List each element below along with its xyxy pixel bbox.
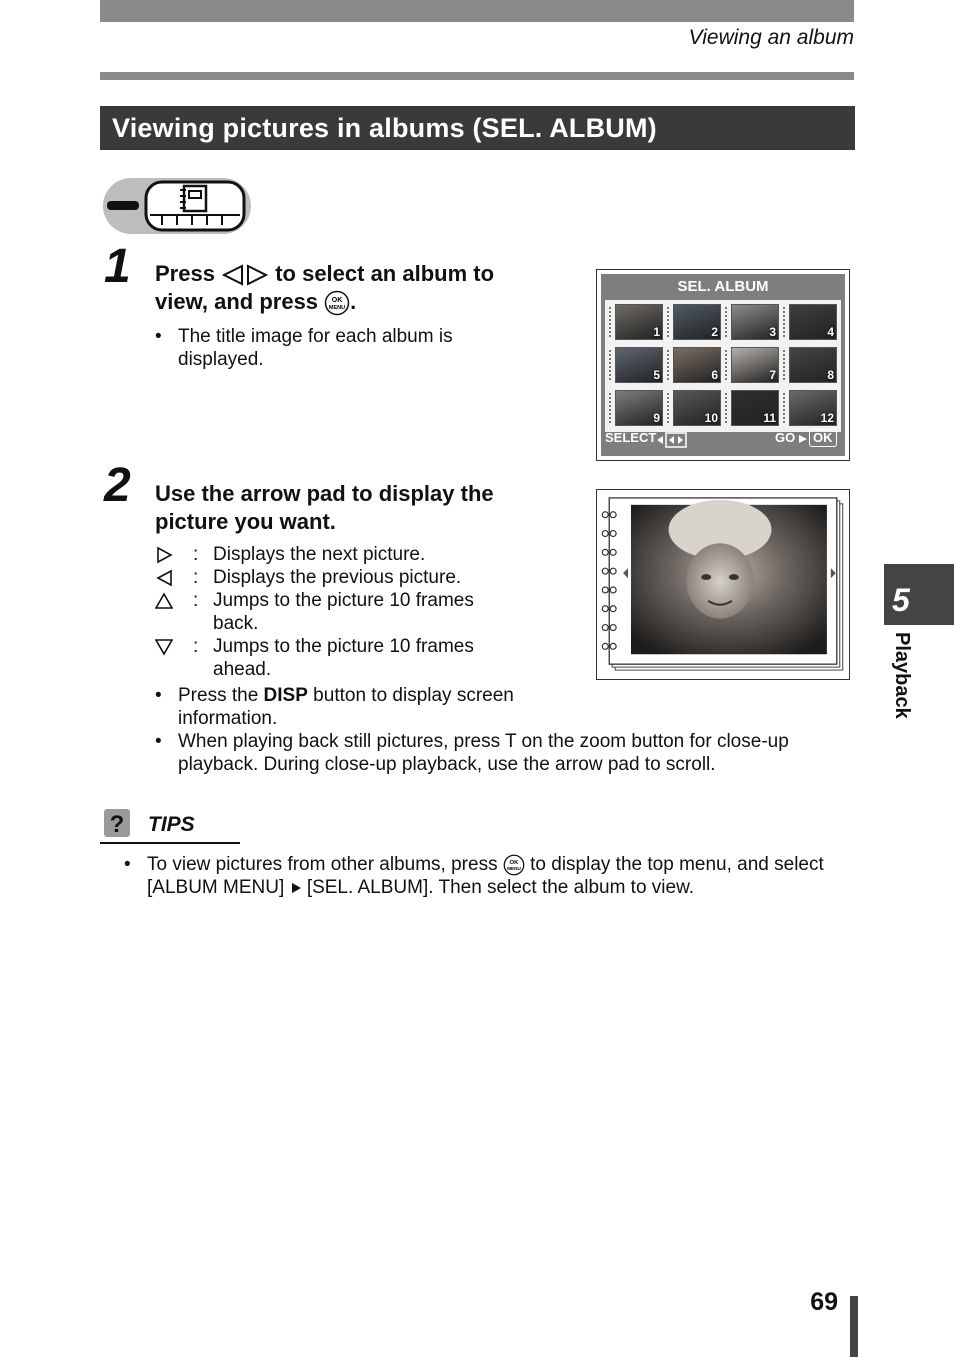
- bullet-dot: •: [155, 326, 162, 347]
- album-thumbnail-number: 3: [769, 325, 776, 339]
- left-arrow-icon: [155, 569, 173, 587]
- album-thumbnail-number: 5: [653, 368, 660, 382]
- arrow-key-row: [155, 635, 515, 681]
- step-2-bullet-zoom: [155, 730, 855, 776]
- tips-bullet: [124, 853, 844, 899]
- album-binding-rings: [609, 307, 616, 337]
- album-thumbnail-grid: [605, 300, 841, 432]
- step-2-heading: Use the arrow pad to display the picture you want.: [155, 481, 494, 534]
- album-thumbnail-number: 11: [763, 411, 776, 425]
- album-binding-rings: [783, 307, 790, 337]
- menu-path-arrow-icon: [290, 882, 302, 894]
- arrow-key-symbol: [155, 589, 193, 635]
- step-1-heading-press: Press: [155, 261, 215, 286]
- arrow-key-colon: :: [193, 590, 199, 611]
- chapter-tab-label: [889, 632, 913, 742]
- chapter-tab: [884, 564, 954, 625]
- album-thumbnail[interactable]: [789, 347, 837, 383]
- album-thumbnail-number: 2: [711, 325, 718, 339]
- svg-text:OK: OK: [331, 297, 343, 305]
- page-number-bar: [850, 1296, 858, 1357]
- right-arrow-icon: [155, 546, 173, 564]
- step-1-heading: [155, 260, 555, 316]
- running-header-title: Viewing an album: [688, 26, 854, 49]
- album-thumbnail-number: 8: [827, 368, 834, 382]
- bullet-dot: •: [155, 685, 162, 706]
- step-1-bullet-text: The title image for each album is displayed.: [178, 326, 453, 370]
- disp-text-before: Press the: [178, 685, 264, 706]
- album-thumbnail-number: 9: [653, 411, 660, 425]
- step-1-heading-view: view, and press: [155, 289, 319, 314]
- album-binding-rings: [725, 350, 732, 380]
- album-thumbnail-number: 12: [820, 411, 834, 425]
- ok-menu-button-icon: [503, 854, 525, 876]
- album-thumbnail[interactable]: [789, 304, 837, 340]
- album-thumbnail[interactable]: [731, 304, 779, 340]
- arrow-key-symbol: [155, 566, 193, 589]
- svg-text:OK: OK: [509, 860, 519, 867]
- album-binding-rings: [725, 393, 732, 423]
- footer-ok-button: OK: [809, 429, 837, 447]
- album-thumbnail-number: 10: [704, 411, 718, 425]
- step-1-heading-period: .: [350, 289, 357, 314]
- step-2-bullet-disp: [155, 684, 515, 730]
- section-title: Viewing pictures in albums (SEL. ALBUM): [112, 112, 657, 143]
- album-thumbnail[interactable]: [673, 304, 721, 340]
- select-arrows-icon: [657, 432, 687, 448]
- tips-text-before: To view pictures from other albums, press: [147, 854, 498, 875]
- step-1-number: 1: [104, 240, 131, 293]
- album-thumbnail[interactable]: [789, 390, 837, 426]
- album-binding-rings: [609, 350, 616, 380]
- arrow-key-row: [155, 566, 515, 589]
- footer-select-label: SELECT: [605, 430, 657, 445]
- step-2-bullet-zoom-text: When playing back still pictures, press T on the zoom button for close-up playback. During close-up playback, use the arrow pad to scroll.: [178, 731, 789, 775]
- step-2-number: 2: [104, 459, 131, 512]
- album-thumbnail-number: 7: [769, 368, 776, 382]
- album-thumbnail-number: 1: [653, 325, 660, 339]
- step-1-bullet: [155, 325, 515, 371]
- sel-album-screen-footer: [605, 430, 841, 450]
- album-thumbnail[interactable]: [731, 347, 779, 383]
- arrow-key-colon: :: [193, 636, 199, 657]
- header-top-bar: [100, 0, 854, 22]
- album-binding-rings: [783, 393, 790, 423]
- arrow-key-row: [155, 589, 515, 635]
- arrow-key-description: Displays the previous picture.: [213, 567, 462, 588]
- sel-album-screen: [596, 269, 850, 461]
- album-binding-rings: [725, 307, 732, 337]
- svg-text:?: ?: [109, 811, 125, 838]
- tips-question-icon: [103, 808, 131, 838]
- sel-album-screen-title: SEL. ALBUM: [677, 278, 769, 295]
- bullet-dot: •: [155, 731, 162, 752]
- tips-bullet-text: [147, 853, 844, 899]
- arrow-key-description: Displays the next picture.: [213, 544, 426, 565]
- step-2-bullet-disp-text: [178, 684, 515, 730]
- album-binding-rings: [667, 307, 674, 337]
- sel-album-screen-display: [601, 274, 845, 456]
- svg-text:MENU: MENU: [507, 866, 521, 872]
- arrow-key-symbol: [155, 543, 193, 566]
- chapter-tab-number: 5: [892, 582, 910, 618]
- up-arrow-icon: [155, 592, 173, 610]
- tips-title: TIPS: [148, 813, 195, 836]
- tips-text-middle: to display the top menu, and select [ALBUM MENU]: [147, 854, 824, 898]
- chapter-tab-label-text: Playback: [891, 632, 913, 719]
- album-thumbnail-number: 6: [711, 368, 718, 382]
- ok-menu-button-icon: [324, 290, 350, 316]
- footer-go-label: GO: [775, 430, 796, 445]
- album-thumbnail[interactable]: [615, 347, 663, 383]
- bullet-dot: •: [124, 854, 131, 875]
- left-right-arrows-icon: [221, 264, 269, 286]
- album-binding-rings: [667, 350, 674, 380]
- album-thumbnail-number: 4: [827, 325, 834, 339]
- arrow-key-symbol: [155, 635, 193, 681]
- disp-text-after: button to display screen information.: [178, 685, 514, 729]
- arrow-key-colon: :: [193, 544, 199, 565]
- down-arrow-icon: [155, 638, 173, 656]
- album-mode-dial-icon: [102, 177, 252, 235]
- page-number: 69: [810, 1288, 838, 1316]
- disp-button-name: DISP: [263, 685, 308, 706]
- go-arrow-icon: [799, 434, 807, 444]
- tips-rule: [100, 842, 240, 844]
- album-binding-rings: [667, 393, 674, 423]
- header-rule: [100, 72, 854, 80]
- album-binding-rings: [783, 350, 790, 380]
- album-page-screen: [596, 489, 850, 680]
- album-thumbnail[interactable]: [673, 347, 721, 383]
- tips-text-after: [SEL. ALBUM]. Then select the album to view.: [306, 877, 695, 898]
- section-heading-bar: [100, 106, 855, 150]
- arrow-key-description: Jumps to the picture 10 frames back.: [213, 590, 474, 634]
- album-thumbnail[interactable]: [731, 390, 779, 426]
- svg-text:MENU: MENU: [329, 305, 346, 312]
- arrow-key-row: [155, 543, 515, 566]
- album-thumbnail[interactable]: [615, 304, 663, 340]
- album-thumbnail[interactable]: [615, 390, 663, 426]
- album-binding-rings: [609, 393, 616, 423]
- arrow-key-colon: :: [193, 567, 199, 588]
- step-1-heading-select: to select an album to: [275, 261, 495, 286]
- arrow-key-description: Jumps to the picture 10 frames ahead.: [213, 636, 474, 680]
- arrow-key-list: [155, 543, 515, 681]
- album-thumbnail[interactable]: [673, 390, 721, 426]
